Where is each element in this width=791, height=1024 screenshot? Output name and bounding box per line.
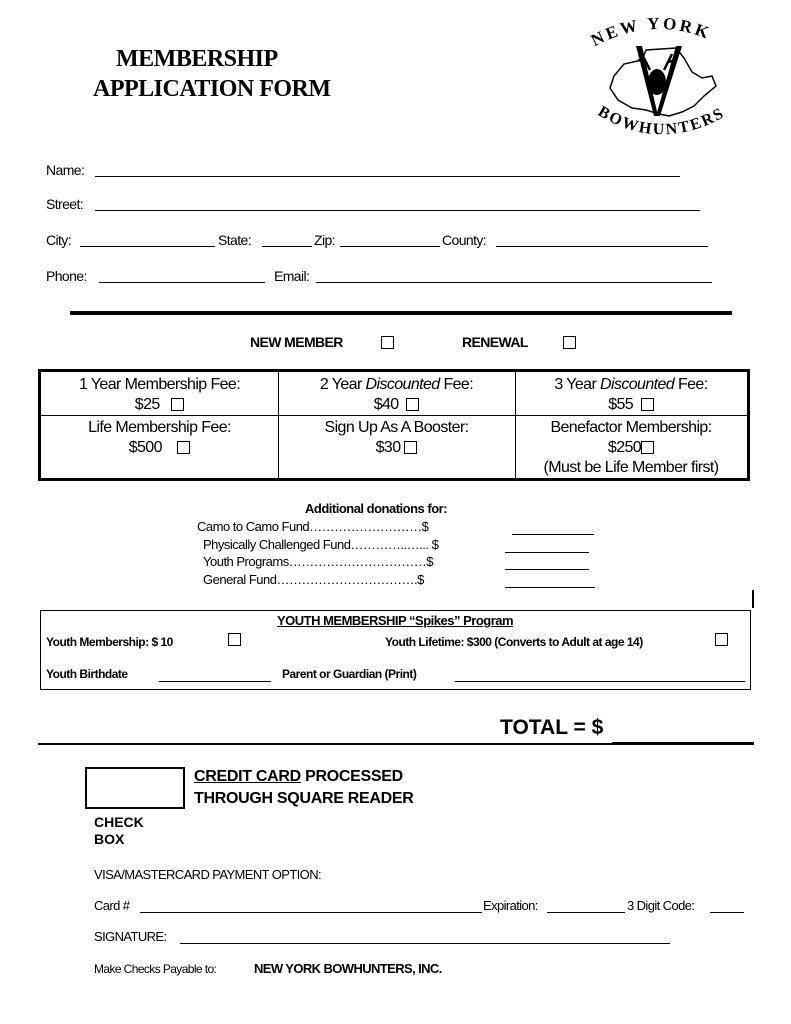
city-label: City: xyxy=(46,232,72,248)
fee-benefactor-label: Benefactor Membership: xyxy=(550,419,712,436)
fee-benefactor-note: (Must be Life Member first) xyxy=(543,459,719,476)
county-label: County: xyxy=(442,232,487,248)
digit-code-label: 3 Digit Code: xyxy=(627,898,695,913)
youth-membership-label: Youth Membership: $ 10 xyxy=(46,635,173,649)
phone-field[interactable] xyxy=(99,282,265,283)
fee-three-year-label: 3 Year xyxy=(554,376,601,393)
youth-heading: YOUTH MEMBERSHIP “Spikes” Program xyxy=(276,613,514,628)
state-field[interactable] xyxy=(262,246,312,247)
card-number-field[interactable] xyxy=(140,912,482,913)
form-title-line2: APPLICATION FORM xyxy=(93,76,331,102)
expiration-label: Expiration: xyxy=(483,898,538,913)
guardian-label: Parent or Guardian (Print) xyxy=(282,667,417,681)
fee-one-year-checkbox[interactable] xyxy=(171,398,184,411)
email-field[interactable] xyxy=(316,282,712,283)
fee-two-year-label: 2 Year xyxy=(319,376,366,393)
new-member-label: NEW MEMBER xyxy=(250,334,343,350)
zip-field[interactable] xyxy=(340,246,440,247)
fee-two-year-italic: Discounted xyxy=(365,376,440,393)
payment-option-label: VISA/MASTERCARD PAYMENT OPTION: xyxy=(94,867,321,882)
expiration-field[interactable] xyxy=(547,912,625,913)
credit-card-heading xyxy=(194,768,403,786)
fee-life xyxy=(41,418,278,458)
credit-card-underlined: CREDIT CARD xyxy=(194,768,301,785)
form-title-line1: MEMBERSHIP xyxy=(116,46,278,72)
ny-bowhunters-logo xyxy=(584,16,734,146)
youth-birthdate-label: Youth Birthdate xyxy=(46,667,128,681)
fee-one-year-label: 1 Year Membership Fee: xyxy=(78,376,241,393)
logo-bottom-text: BOWHUNTERS xyxy=(594,103,728,139)
donation-challenged-field[interactable] xyxy=(505,552,589,553)
new-member-checkbox[interactable] xyxy=(381,336,394,349)
donation-general-label: General Fund…………………………….$ xyxy=(203,572,424,587)
fee-life-label: Life Membership Fee: xyxy=(88,419,231,436)
check-label-2: BOX xyxy=(94,831,125,847)
check-box[interactable] xyxy=(85,767,185,809)
guardian-field[interactable] xyxy=(455,681,745,682)
fee-booster xyxy=(278,418,515,458)
deer-head-logo-icon xyxy=(584,16,734,146)
renewal-label: RENEWAL xyxy=(462,334,528,350)
fee-life-checkbox[interactable] xyxy=(177,441,190,454)
youth-lifetime-label: Youth Lifetime: $300 (Converts to Adult at age 14) xyxy=(385,635,643,649)
fee-three-year-checkbox[interactable] xyxy=(641,398,654,411)
street-field[interactable] xyxy=(95,210,700,211)
credit-card-rest: PROCESSED xyxy=(300,768,403,785)
total-label: TOTAL = $ xyxy=(500,716,604,739)
city-field[interactable] xyxy=(80,246,215,247)
fee-booster-price: $30 xyxy=(375,439,401,456)
youth-section xyxy=(40,610,751,690)
name-label: Name: xyxy=(46,162,85,178)
logo-top-text: NEW YORK xyxy=(587,16,715,51)
total-field[interactable] xyxy=(612,742,754,745)
fee-two-year-checkbox[interactable] xyxy=(406,398,419,411)
donation-camo-field[interactable] xyxy=(512,534,594,535)
youth-lifetime-checkbox[interactable] xyxy=(715,633,728,646)
fee-table-divider xyxy=(41,415,747,416)
signature-field[interactable] xyxy=(180,943,670,944)
youth-membership-checkbox[interactable] xyxy=(228,633,241,646)
signature-label: SIGNATURE: xyxy=(94,929,167,944)
fee-one-year xyxy=(41,375,278,415)
street-label: Street: xyxy=(46,196,84,212)
donation-general-field[interactable] xyxy=(505,587,595,588)
check-label-1: CHECK xyxy=(94,814,144,830)
youth-birthdate-field[interactable] xyxy=(159,681,271,682)
payable-prefix: Make Checks Payable to: xyxy=(94,962,217,976)
donations-heading: Additional donations for: xyxy=(305,501,448,516)
fee-three-year xyxy=(515,375,747,415)
fee-three-year-price: $55 xyxy=(608,396,634,413)
fee-benefactor-price: $250 xyxy=(607,439,642,456)
total-divider xyxy=(38,743,612,745)
fee-booster-checkbox[interactable] xyxy=(404,441,417,454)
fee-three-year-suffix: Fee: xyxy=(674,376,708,393)
card-number-label: Card # xyxy=(94,898,130,913)
fee-booster-label: Sign Up As A Booster: xyxy=(324,419,469,436)
fee-benefactor-checkbox[interactable] xyxy=(641,441,654,454)
payable-name: NEW YORK BOWHUNTERS, INC. xyxy=(254,961,442,976)
phone-label: Phone: xyxy=(46,268,87,284)
square-reader-heading: THROUGH SQUARE READER xyxy=(194,790,414,807)
fee-one-year-price: $25 xyxy=(134,396,160,413)
fee-table xyxy=(38,369,750,481)
state-label: State: xyxy=(218,232,251,248)
fee-three-year-italic: Discounted xyxy=(600,376,675,393)
section-divider xyxy=(70,311,732,315)
county-field[interactable] xyxy=(496,246,708,247)
zip-label: Zip: xyxy=(314,232,335,248)
donation-youth-field[interactable] xyxy=(505,569,589,570)
fee-life-price: $500 xyxy=(128,439,162,456)
check-box-caption xyxy=(94,814,144,848)
donation-challenged-label: Physically Challenged Fund…………..…... $ xyxy=(203,537,439,552)
digit-code-field[interactable] xyxy=(710,912,744,913)
donation-youth-label: Youth Programs……………………………$ xyxy=(203,554,433,569)
fee-two-year-suffix: Fee: xyxy=(439,376,474,393)
vertical-mark xyxy=(752,590,754,608)
fee-benefactor xyxy=(515,418,747,478)
renewal-checkbox[interactable] xyxy=(563,336,576,349)
email-label: Email: xyxy=(274,268,310,284)
fee-two-year xyxy=(278,375,515,415)
donation-camo-label: Camo to Camo Fund………………………$ xyxy=(197,519,429,534)
fee-two-year-price: $40 xyxy=(373,396,399,413)
name-field[interactable] xyxy=(95,176,680,177)
